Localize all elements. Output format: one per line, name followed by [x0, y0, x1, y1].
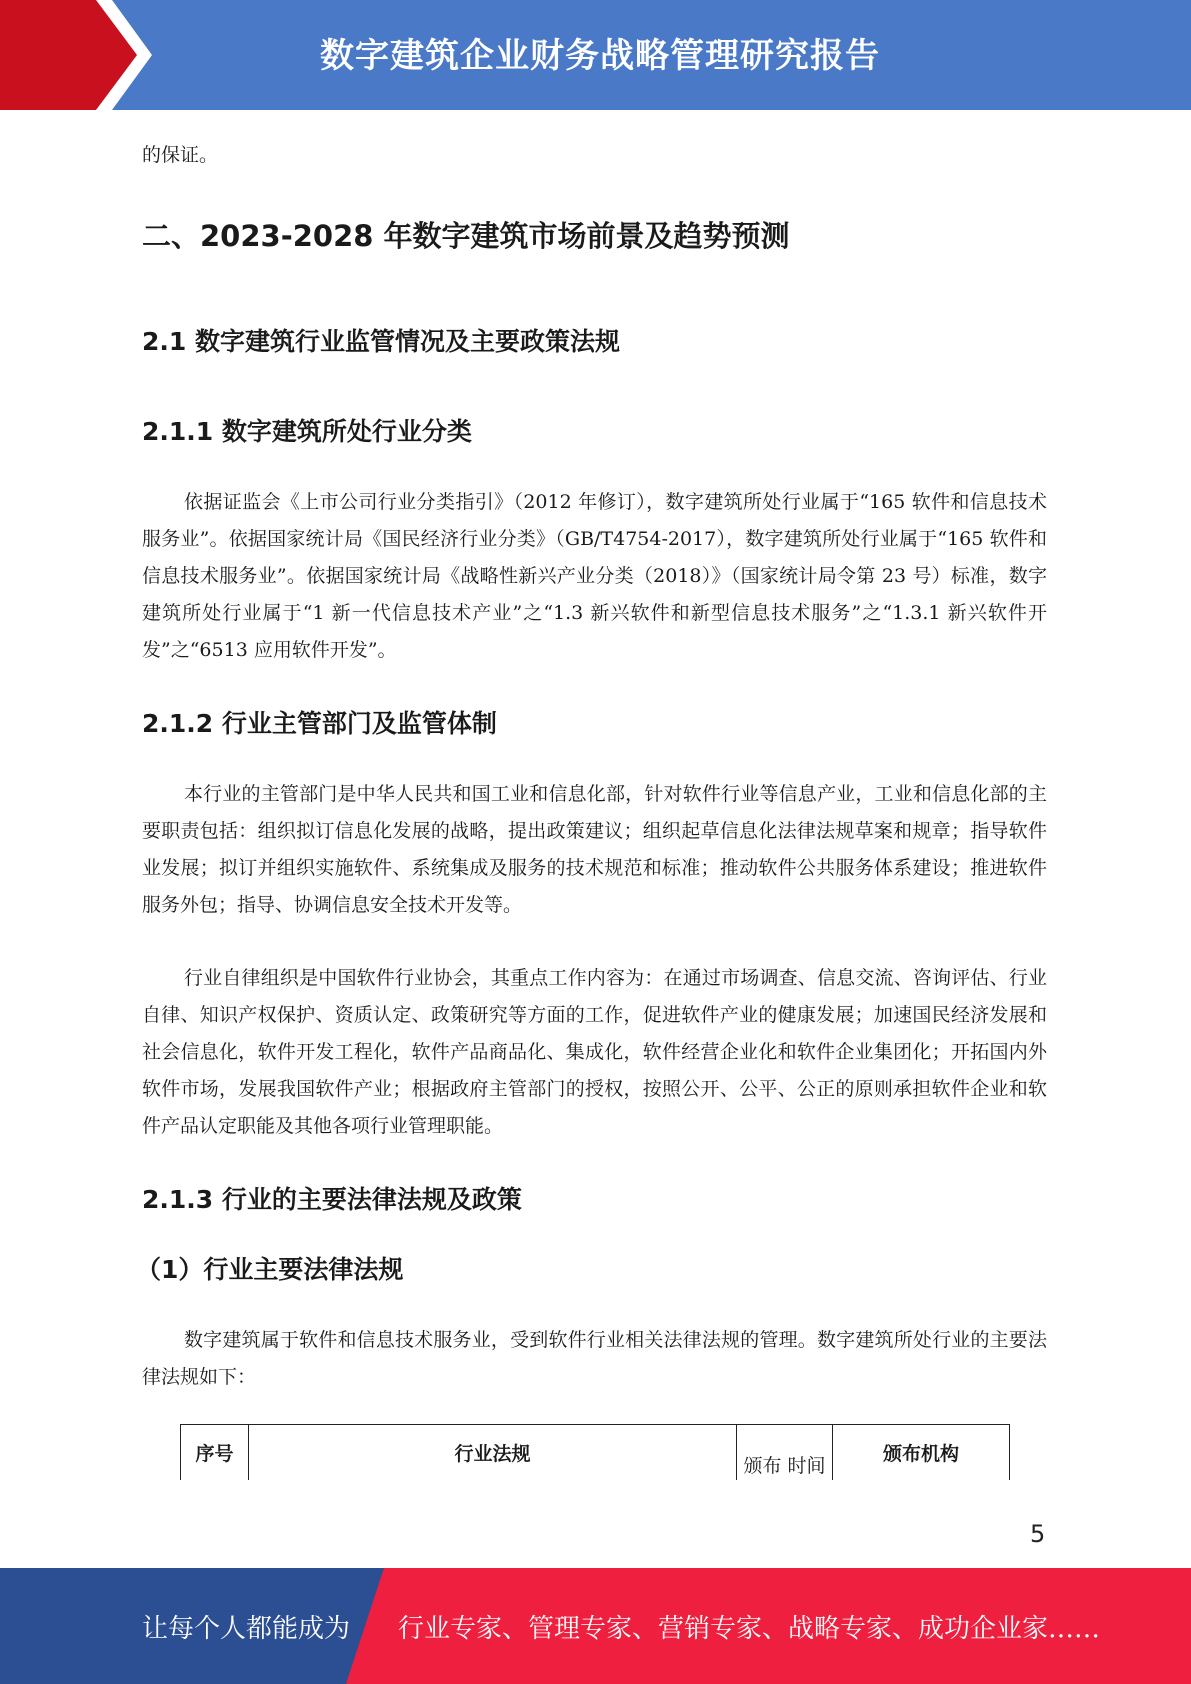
paragraph-self-regulation: 行业自律组织是中国软件行业协会，其重点工作内容为：在通过市场调查、信息交流、咨询评估、行业自律、知识产权保护、资质认定、政策研究等方面的工作，促进软件产业的健康发展；加速国民经济发展和社会信息化，软件开发工程化，软件产品商品化、集成化，软件经营企业化和软件企业集团化；开拓国内外软件市场，发展我国软件产业；根据政府主管部门的授权，按照公开、公平、公正的原则承担软件企业和软件产品认定职能及其他各项行业管理职能。: [142, 967, 1047, 1137]
page-footer: [0, 1568, 1191, 1684]
paragraph-laws-intro: 数字建筑属于软件和信息技术服务业，受到软件行业相关法律法规的管理。数字建筑所处行业的主要法律法规如下：: [142, 1329, 1047, 1388]
lead-text: 的保证。: [142, 144, 219, 166]
subsection-title-2-1-2: 2.1.2 行业主管部门及监管体制: [142, 709, 497, 738]
subsection-title-2-1: 2.1 数字建筑行业监管情况及主要政策法规: [142, 327, 620, 356]
page-header: [0, 0, 1191, 110]
paragraph-industry-classification: 依据证监会《上市公司行业分类指引》（2012 年修订），数字建筑所处行业属于“165 软件和信息技术服务业”。依据国家统计局《国民经济行业分类》（GB/T4754-2017），数字建筑所处行业属于“165 软件和信息技术服务业”。依据国家统计局《战略性新兴产业分类（2018）》（国家统计局令第 23 号）标准，数字建筑所处行业属于“1 新一代信息技术产业”之“1.3 新兴软件和新型信息技术服务”之“1.3.1 新兴软件开发”之“6513 应用软件开发”。: [142, 491, 1047, 661]
page-number: 5: [1030, 1520, 1046, 1548]
footer-slogan-right: 行业专家、管理专家、营销专家、战略专家、成功企业家……: [398, 1614, 1101, 1644]
laws-table-header: [180, 1424, 1010, 1480]
footer-slogan-left: 让每个人都能成为: [142, 1614, 351, 1644]
subsection-title-2-1-1: 2.1.1 数字建筑所处行业分类: [142, 417, 472, 446]
subsection-title-laws: （1）行业主要法律法规: [136, 1255, 404, 1284]
table-header-regulation: 行业法规: [249, 1425, 737, 1480]
table-header-date: 颁布 时间: [737, 1425, 833, 1480]
paragraph-regulator: 本行业的主管部门是中华人民共和国工业和信息化部，针对软件行业等信息产业，工业和信息化部的主要职责包括：组织拟订信息化发展的战略，提出政策建议；组织起草信息化法律法规草案和规章；指导软件业发展；拟订并组织实施软件、系统集成及服务的技术规范和标准；推动软件公共服务体系建设；推进软件服务外包；指导、协调信息安全技术开发等。: [142, 783, 1047, 916]
subsection-title-2-1-3: 2.1.3 行业的主要法律法规及政策: [142, 1185, 522, 1214]
section-title: 二、2023-2028 年数字建筑市场前景及趋势预测: [142, 219, 790, 253]
header-arrow-decoration: [0, 0, 170, 110]
report-title: 数字建筑企业财务战略管理研究报告: [320, 36, 880, 76]
table-header-authority: 颁布机构: [882, 1443, 959, 1465]
table-header-index: 序号: [181, 1425, 249, 1480]
